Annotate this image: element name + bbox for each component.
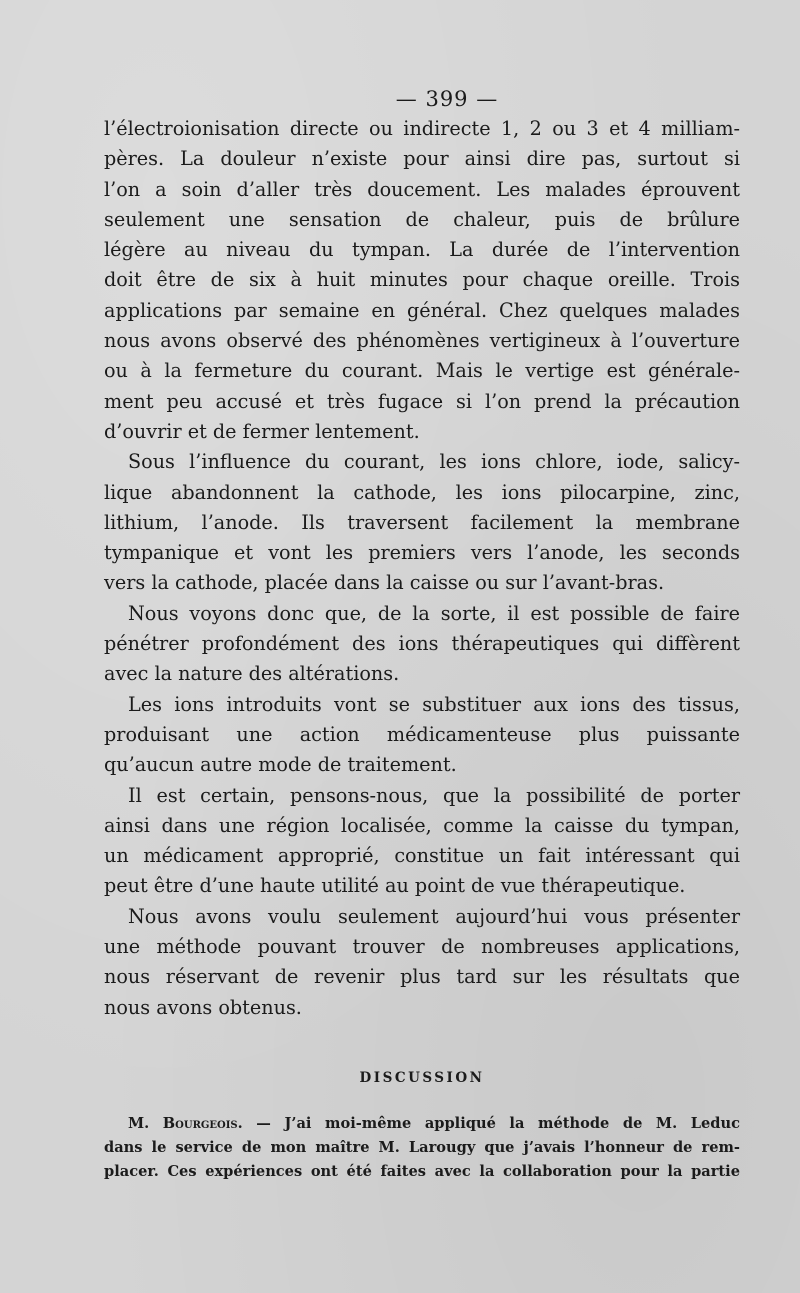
text-line: lithium, l’anode. Ils traversent facilement la membrane [104, 510, 740, 534]
text-line: un médicament approprié, constitue un fait intéressant qui [104, 844, 740, 868]
text-line: Nous voyons donc que, de la sorte, il est possible de faire [128, 601, 740, 625]
text-line: Nous avons voulu seulement aujourd’hui vous présenter [128, 904, 740, 928]
text-line: Sous l’influence du courant, les ions chlore, iode, salicy- [128, 450, 740, 474]
text-line: l’électroionisation directe ou indirecte 1, 2 ou 3 et 4 milliam- [104, 117, 740, 140]
text-line: vers la cathode, placée dans la caisse ou sur l’avant-bras. [104, 571, 665, 595]
discussion-line [104, 1112, 740, 1136]
discussion-line: placer. Ces expériences ont été faites avec la collaboration pour la partie [104, 1162, 740, 1180]
text-line: l’on a soin d’aller très doucement. Les malades éprouvent [104, 177, 740, 201]
discussion-line: dans le service de mon maître M. Larougy que j’avais l’honneur de rem- [104, 1138, 740, 1156]
text-line: peut être d’une haute utilité au point de vue thérapeutique. [104, 874, 686, 898]
text-line: nous réservant de revenir plus tard sur les résultats que [104, 965, 740, 989]
page-number: — 399 — [395, 87, 499, 111]
discussion-line-text: — J’ai moi-même appliqué la méthode de M. Leduc [242, 1114, 740, 1132]
text-line: d’ouvrir et de fermer lentement. [104, 419, 420, 443]
text-line: produisant une action médicamenteuse plus puissante [104, 722, 740, 746]
text-line: pères. La douleur n’existe pour ainsi dire pas, surtout si [104, 147, 740, 171]
text-line: lique abandonnent la cathode, les ions pilocarpine, zinc, [104, 480, 740, 504]
text-line: seulement une sensation de chaleur, puis de brûlure [104, 207, 740, 231]
book-page [104, 84, 740, 1184]
text-line: ment peu accusé et très fugace si l’on prend la précaution [104, 389, 740, 413]
text-line: applications par semaine en général. Chez quelques malades [104, 298, 740, 322]
text-line: Il est certain, pensons-nous, que la possibilité de porter [128, 783, 740, 807]
text-line: nous avons obtenus. [104, 995, 302, 1019]
text-line: légère au niveau du tympan. La durée de l’intervention [104, 238, 740, 262]
text-line: Les ions introduits vont se substituer aux ions des tissus, [128, 692, 740, 716]
main-text [104, 114, 740, 1023]
speaker-name: M. Bourgeois. [128, 1114, 243, 1132]
text-line: qu’aucun autre mode de traitement. [104, 753, 457, 777]
text-line: doit être de six à huit minutes pour chaque oreille. Trois [104, 268, 740, 292]
text-line: ainsi dans une région localisée, comme la caisse du tympan, [104, 813, 740, 837]
text-line: une méthode pouvant trouver de nombreuses applications, [104, 935, 740, 959]
text-line: nous avons observé des phénomènes vertigineux à l’ouverture [104, 329, 740, 353]
discussion-text [104, 1112, 740, 1184]
discussion-heading: DISCUSSION [359, 1069, 485, 1086]
text-line: ou à la fermeture du courant. Mais le vertige est générale- [104, 359, 740, 383]
text-line: pénétrer profondément des ions thérapeutiques qui diffèrent [104, 632, 740, 656]
text-line: avec la nature des altérations. [104, 662, 400, 686]
text-line: tympanique et vont les premiers vers l’anode, les seconds [104, 541, 740, 565]
